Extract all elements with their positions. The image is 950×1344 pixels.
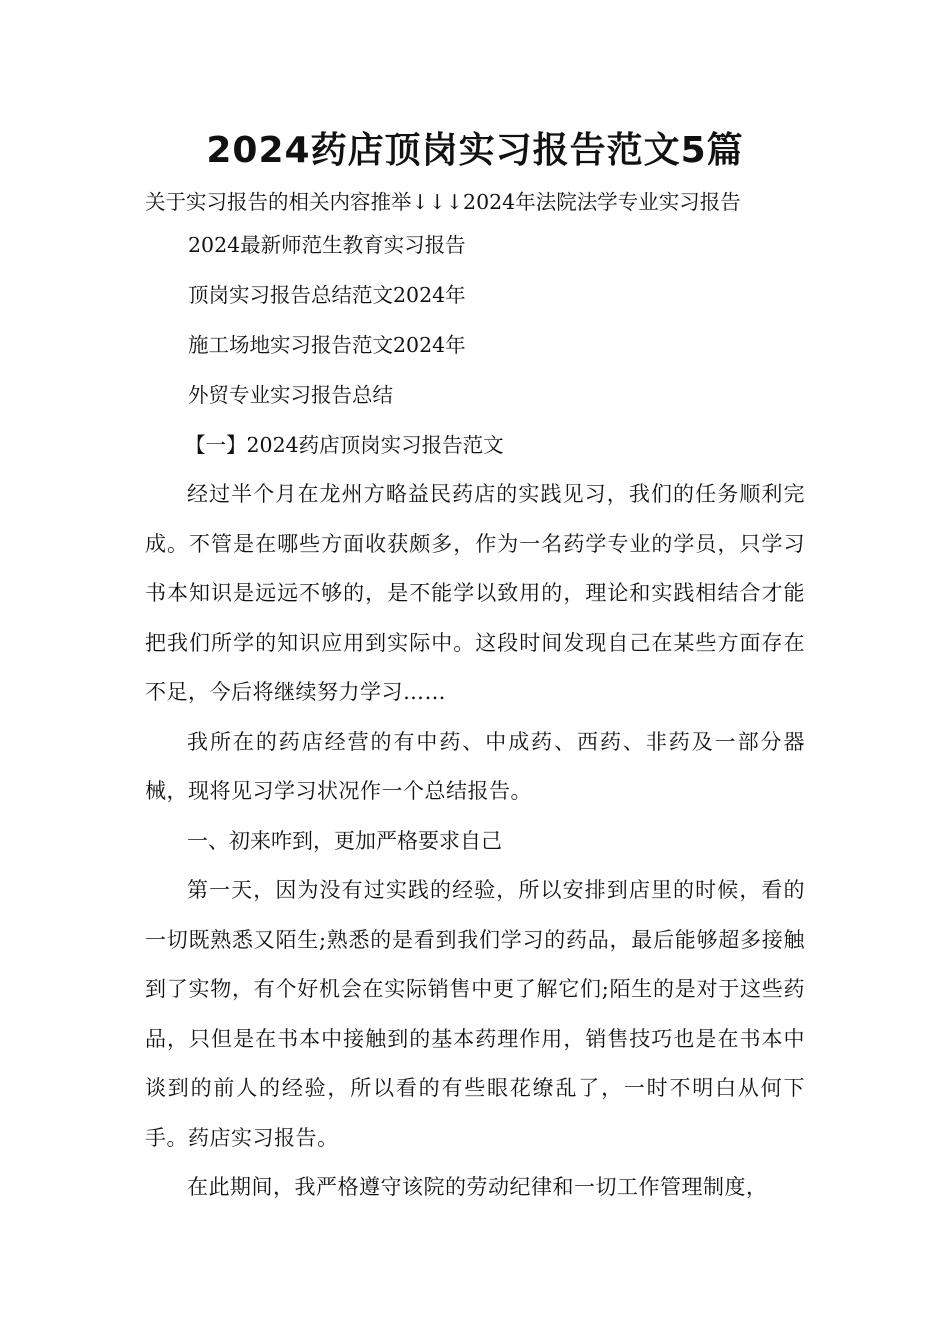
- related-item: 2024最新师范生教育实习报告: [188, 233, 466, 257]
- body-paragraph: 在此期间，我严格遵守该院的劳动纪律和一切工作管理制度，: [187, 1175, 768, 1199]
- body-paragraph: 经过半个月在龙州方略益民药店的实践见习，我们的任务顺利完成。不管是在哪些方面收获颇多，作为一名药学专业的学员，只学习书本知识是远远不够的，是不能学以致用的，理论和实践相结合才能把我们所学的知识应用到实际中。这段时间发现自己在某些方面存在不足，今后将继续努力学习……: [145, 482, 805, 704]
- related-item: 顶岗实习报告总结范文2024年: [188, 283, 466, 307]
- body-paragraph: 第一天，因为没有过实践的经验，所以安排到店里的时候，看的一切既熟悉又陌生;熟悉的是看到我们学习的药品，最后能够超多接触到了实物，有个好机会在实际销售中更了解它们;陌生的是对于这些药品，只但是在书本中接触到的基本药理作用，销售技巧也是在书本中谈到的前人的经验，所以看的有些眼花缭乱了，一时不明白从何下手。药店实习报告。: [145, 878, 805, 1150]
- related-item: 施工场地实习报告范文2024年: [188, 333, 466, 357]
- related-item: 外贸专业实习报告总结: [188, 383, 393, 407]
- related-intro: 关于实习报告的相关内容推举↓↓↓2024年法院法学专业实习报告: [145, 190, 741, 214]
- related-list: [145, 220, 805, 420]
- sub-heading: 一、初来咋到，更加严格要求自己: [187, 828, 502, 853]
- document-title: 2024药店顶岗实习报告范文5篇: [206, 130, 744, 171]
- section-heading: 【一】2024药店顶岗实习报告范文: [185, 433, 504, 457]
- body-paragraph: 我所在的药店经营的有中药、中成药、西药、非药及一部分器械，现将见习学习状况作一个总结报告。: [145, 729, 805, 803]
- document-body: [145, 118, 805, 1213]
